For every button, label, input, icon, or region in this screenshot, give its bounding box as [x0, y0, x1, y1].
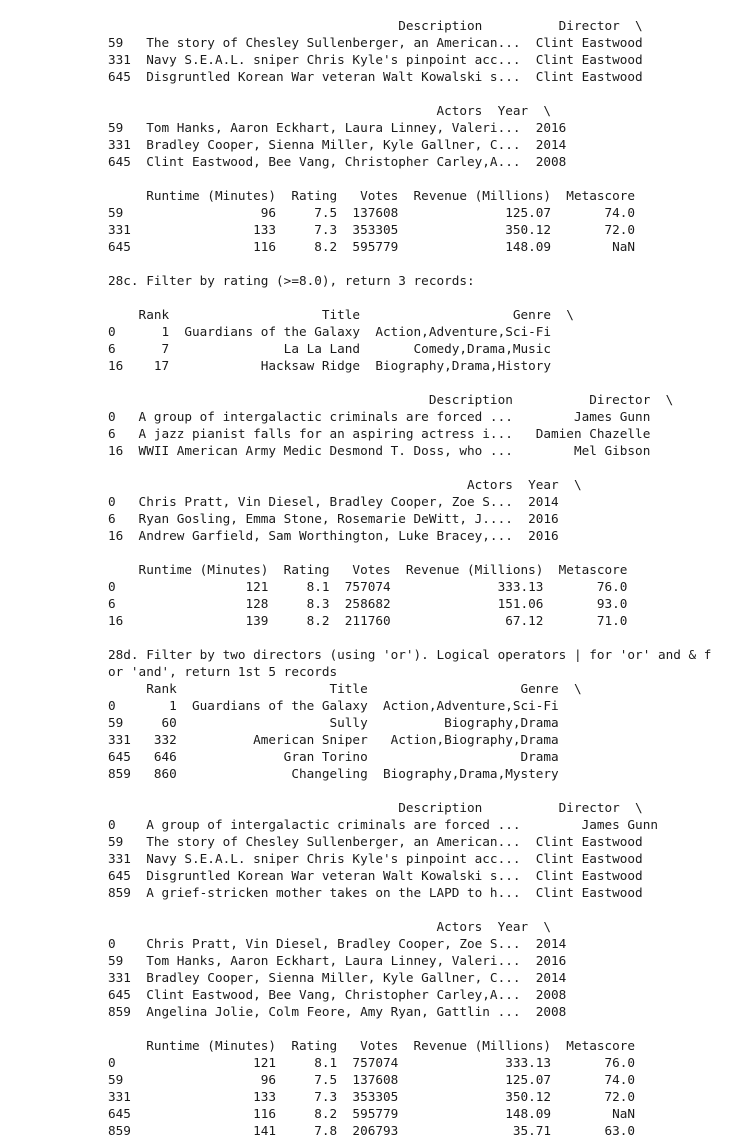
- output-line: 0 1 Guardians of the Galaxy Action,Adventure,Sci-Fi: [108, 324, 552, 339]
- output-line: Description Director \: [108, 18, 643, 33]
- output-line: 28c. Filter by rating (>=8.0), return 3 records:: [108, 273, 475, 288]
- output-line: Actors Year \: [108, 919, 552, 934]
- output-line: Rank Title Genre \: [108, 681, 582, 696]
- output-line: or 'and', return 1st 5 records: [108, 664, 338, 679]
- output-line: 0 121 8.1 757074 333.13 76.0: [108, 1055, 636, 1070]
- output-line: 331 Navy S.E.A.L. sniper Chris Kyle's pinpoint acc... Clint Eastwood: [108, 52, 643, 67]
- output-line: 859 860 Changeling Biography,Drama,Mystery: [108, 766, 559, 781]
- output-line: 59 60 Sully Biography,Drama: [108, 715, 559, 730]
- output-line: 0 Chris Pratt, Vin Diesel, Bradley Cooper, Zoe S... 2014: [108, 936, 567, 951]
- output-line: [108, 170, 711, 187]
- output-line: [108, 629, 711, 646]
- output-line: 59 96 7.5 137608 125.07 74.0: [108, 205, 636, 220]
- output-line: 16 17 Hacksaw Ridge Biography,Drama,History: [108, 358, 552, 373]
- output-line: Runtime (Minutes) Rating Votes Revenue (Millions) Metascore: [108, 562, 628, 577]
- output-line: 645 646 Gran Torino Drama: [108, 749, 559, 764]
- output-line: 59 The story of Chesley Sullenberger, an American... Clint Eastwood: [108, 35, 643, 50]
- output-line: 331 332 American Sniper Action,Biography,Drama: [108, 732, 559, 747]
- output-line: Actors Year \: [108, 103, 552, 118]
- output-line: 331 133 7.3 353305 350.12 72.0: [108, 1089, 636, 1104]
- output-line: Actors Year \: [108, 477, 582, 492]
- output-line: [108, 289, 711, 306]
- output-line: Runtime (Minutes) Rating Votes Revenue (Millions) Metascore: [108, 188, 636, 203]
- output-line: 645 116 8.2 595779 148.09 NaN: [108, 239, 636, 254]
- output-line: [108, 901, 711, 918]
- output-line: 645 116 8.2 595779 148.09 NaN: [108, 1106, 636, 1121]
- notebook-cell-output: [108, 17, 711, 1139]
- output-line: 331 Bradley Cooper, Sienna Miller, Kyle Gallner, C... 2014: [108, 137, 567, 152]
- output-line: 59 96 7.5 137608 125.07 74.0: [108, 1072, 636, 1087]
- output-line: Rank Title Genre \: [108, 307, 574, 322]
- output-line: 645 Disgruntled Korean War veteran Walt Kowalski s... Clint Eastwood: [108, 868, 643, 883]
- output-line: 0 1 Guardians of the Galaxy Action,Adventure,Sci-Fi: [108, 698, 559, 713]
- output-line: 0 A group of intergalactic criminals are forced ... James Gunn: [108, 409, 651, 424]
- output-line: [108, 1020, 711, 1037]
- output-line: [108, 544, 711, 561]
- output-line: Description Director \: [108, 392, 674, 407]
- output-line: 59 Tom Hanks, Aaron Eckhart, Laura Linney, Valeri... 2016: [108, 953, 567, 968]
- output-line: [108, 459, 711, 476]
- output-line: 331 Bradley Cooper, Sienna Miller, Kyle Gallner, C... 2014: [108, 970, 567, 985]
- output-line: 6 7 La La Land Comedy,Drama,Music: [108, 341, 552, 356]
- output-line: 331 Navy S.E.A.L. sniper Chris Kyle's pinpoint acc... Clint Eastwood: [108, 851, 643, 866]
- output-line: [108, 374, 711, 391]
- output-line: 28d. Filter by two directors (using 'or'). Logical operators | for 'or' and & f: [108, 647, 712, 662]
- output-line: 859 141 7.8 206793 35.71 63.0: [108, 1123, 636, 1138]
- output-line: 59 The story of Chesley Sullenberger, an American... Clint Eastwood: [108, 834, 643, 849]
- output-line: 645 Clint Eastwood, Bee Vang, Christopher Carley,A... 2008: [108, 987, 567, 1002]
- output-line: 6 A jazz pianist falls for an aspiring actress i... Damien Chazelle: [108, 426, 651, 441]
- output-line: 16 WWII American Army Medic Desmond T. Doss, who ... Mel Gibson: [108, 443, 651, 458]
- output-line: Description Director \: [108, 800, 643, 815]
- output-line: 59 Tom Hanks, Aaron Eckhart, Laura Linney, Valeri... 2016: [108, 120, 567, 135]
- output-line: 0 Chris Pratt, Vin Diesel, Bradley Cooper, Zoe S... 2014: [108, 494, 559, 509]
- output-line: 859 A grief-stricken mother takes on the LAPD to h... Clint Eastwood: [108, 885, 643, 900]
- output-line: 16 139 8.2 211760 67.12 71.0: [108, 613, 628, 628]
- output-line: 645 Disgruntled Korean War veteran Walt Kowalski s... Clint Eastwood: [108, 69, 643, 84]
- output-line: [108, 255, 711, 272]
- output-line: 6 128 8.3 258682 151.06 93.0: [108, 596, 628, 611]
- output-line: 331 133 7.3 353305 350.12 72.0: [108, 222, 636, 237]
- output-line: Runtime (Minutes) Rating Votes Revenue (Millions) Metascore: [108, 1038, 636, 1053]
- output-line: 0 121 8.1 757074 333.13 76.0: [108, 579, 628, 594]
- output-line: [108, 85, 711, 102]
- output-line: 859 Angelina Jolie, Colm Feore, Amy Ryan, Gattlin ... 2008: [108, 1004, 567, 1019]
- output-line: 0 A group of intergalactic criminals are forced ... James Gunn: [108, 817, 658, 832]
- output-line: 6 Ryan Gosling, Emma Stone, Rosemarie DeWitt, J.... 2016: [108, 511, 559, 526]
- output-line: [108, 782, 711, 799]
- output-line: 645 Clint Eastwood, Bee Vang, Christopher Carley,A... 2008: [108, 154, 567, 169]
- output-line: 16 Andrew Garfield, Sam Worthington, Luke Bracey,... 2016: [108, 528, 559, 543]
